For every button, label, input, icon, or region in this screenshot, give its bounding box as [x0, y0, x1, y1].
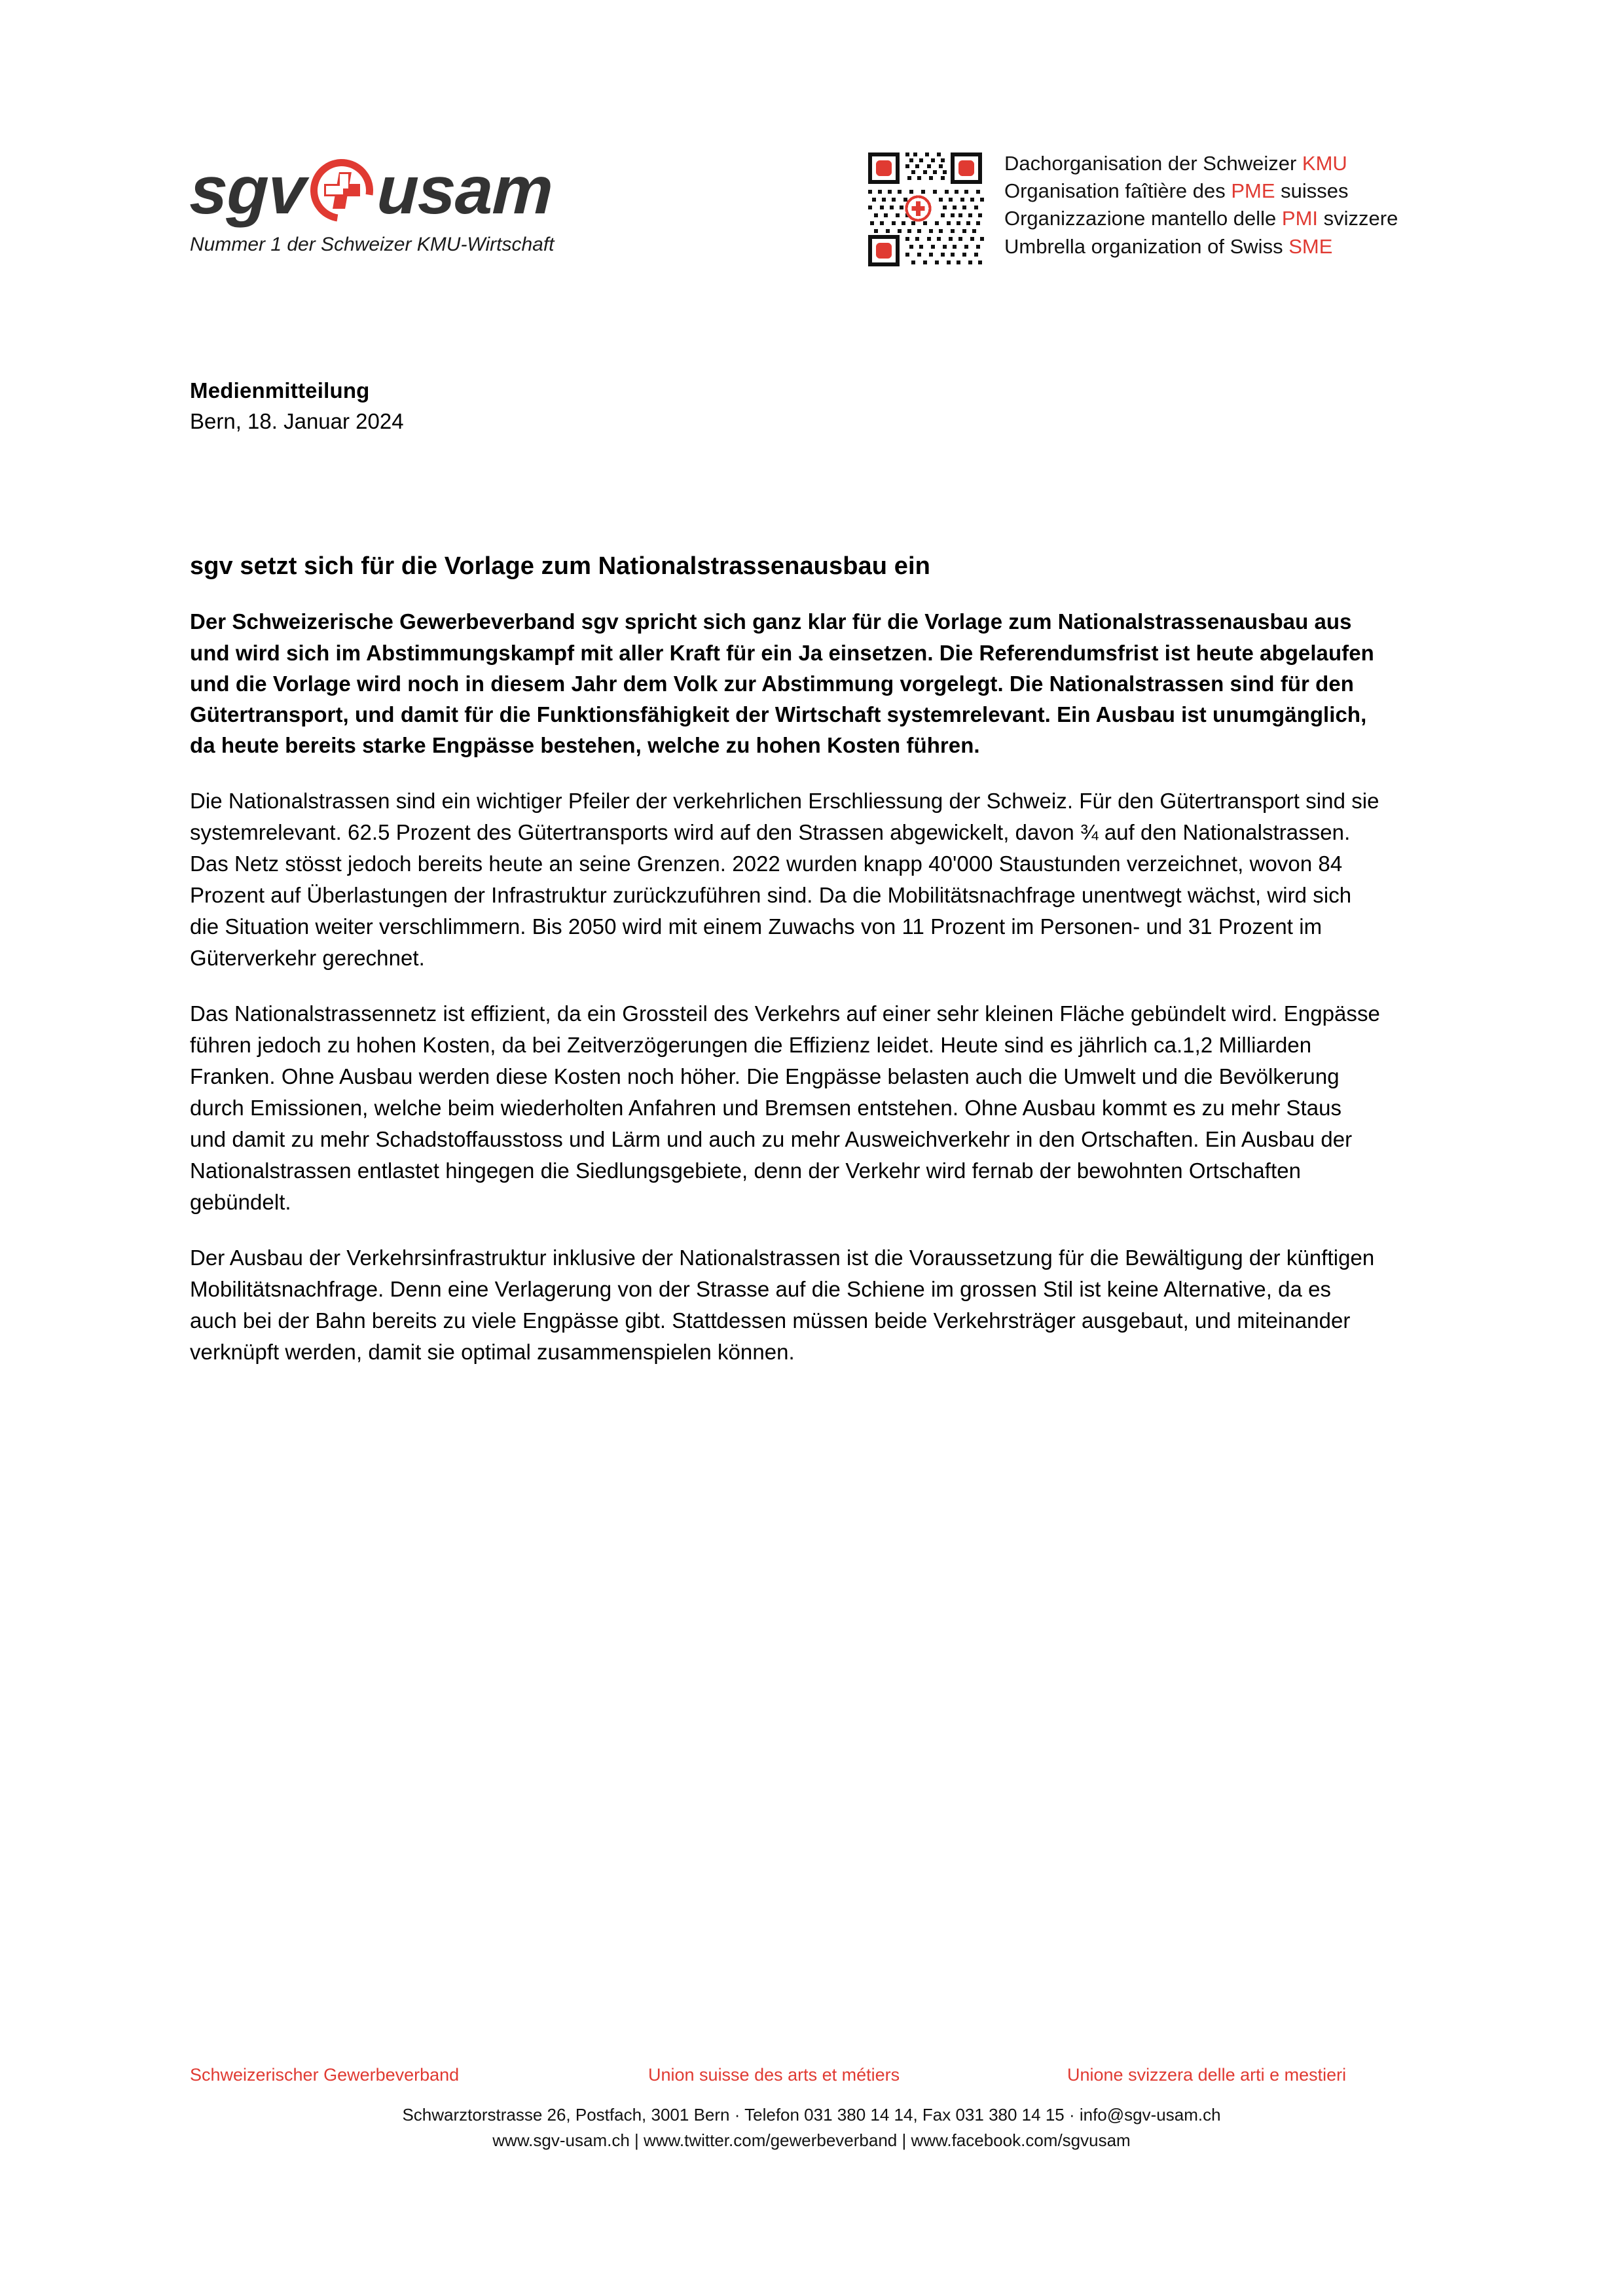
footer-org-fr: Union suisse des arts et métiers: [648, 2065, 900, 2085]
org-line-fr-suffix: suisses: [1275, 179, 1349, 203]
org-line-it-prefix: Organizzazione mantello delle: [1004, 207, 1282, 230]
logo-word-usam: usam: [376, 152, 554, 228]
org-line-fr: [1004, 177, 1398, 204]
footer-organization-names: [0, 2065, 1623, 2085]
page-header: [0, 141, 1623, 272]
document-place-date: Bern, 18. Januar 2024: [190, 408, 404, 433]
body-paragraph-2: Das Nationalstrassennetz ist effizient, da ein Grossteil des Verkehrs auf einer sehr kleinen Fläche gebündelt wird. Engpässe führen jedoch zu hohen Kosten, da bei Zeitverzögerungen die Effizienz leidet. Heute sind es jährlich ca.1,2 Milliarden Franken. Ohne Ausbau werden diese Kosten noch höher. Die Engpässe belasten auch die Umwelt und die Bevölkerung durch Emissionen, welche beim wiederholten Anfahren und Bremsen entstehen. Ohne Ausbau kommt es zu mehr Staus und damit zu mehr Schadstoffausstoss und Lärm und auch zu mehr Ausweichverkehr in den Ortschaften. Ein Ausbau der Nationalstrassen entlastet hingegen die Siedlungsgebiete, denn der Verkehr wird fernab der bewohnten Ortschaften gebündelt.: [190, 1001, 1380, 1214]
org-line-de: [1004, 150, 1398, 177]
footer-contact: [0, 2102, 1623, 2153]
footer-links-line[interactable]: www.sgv-usam.ch | www.twitter.com/gewerbeverband | www.facebook.com/sgvusam: [492, 2130, 1131, 2150]
org-line-en-accent: SME: [1288, 234, 1333, 258]
swiss-cross-circle-icon: [310, 159, 373, 222]
org-line-fr-accent: PME: [1231, 179, 1275, 203]
org-line-de-prefix: Dachorganisation der Schweizer: [1004, 152, 1302, 175]
footer-address-line: Schwarztorstrasse 26, Postfach, 3001 Bern · Telefon 031 380 14 14, Fax 031 380 14 15 · info@sgv-usam.ch: [402, 2105, 1221, 2125]
qr-code-icon: [864, 149, 986, 270]
org-line-fr-prefix: Organisation faîtière des: [1004, 179, 1231, 203]
org-line-de-accent: KMU: [1302, 152, 1347, 175]
org-line-en-prefix: Umbrella organization of Swiss: [1004, 234, 1289, 258]
body-paragraph-3: Der Ausbau der Verkehrsinfrastruktur inklusive der Nationalstrassen ist die Voraussetzung für die Bewältigung der künftigen Mobilitätsnachfrage. Denn eine Verlagerung von der Strasse auf die Schiene im grossen Stil ist keine Alternative, da es auch bei der Bahn bereits zu viele Engpässe gibt. Stattdessen müssen beide Verkehrsträger ausgebaut, und miteinander verknüpft werden, damit sie optimal zusammenspielen können.: [190, 1246, 1375, 1364]
sgv-usam-logo: [190, 154, 596, 256]
org-line-it-suffix: svizzere: [1318, 207, 1398, 230]
org-line-it-accent: PMI: [1281, 207, 1319, 230]
header-right-block: [864, 149, 1398, 270]
org-line-en: [1004, 233, 1398, 260]
logo-tagline: Nummer 1 der Schweizer KMU-Wirtschaft: [190, 234, 555, 255]
document-type: Medienmitteilung: [190, 378, 370, 403]
body-paragraph-1: Die Nationalstrassen sind ein wichtiger Pfeiler der verkehrlichen Erschliessung der Schweiz. Für den Gütertransport sind sie systemrelevant. 62.5 Prozent des Gütertransports wird auf den Strassen abgewickelt, davon ¾ auf den Nationalstrassen. Das Netz stösst jedoch bereits heute an seine Grenzen. 2022 wurden knapp 40'000 Staustunden verzeichnet, wovon 84 Prozent auf Überlastungen der Infrastruktur zurückzuführen sind. Da die Mobilitätsnachfrage unentwegt wächst, wird sich die Situation weiter verschlimmern. Bis 2050 wird mit einem Zuwachs von 11 Prozent im Personen- und 31 Prozent im Güterverkehr gerechnet.: [190, 789, 1379, 970]
footer-org-it: Unione svizzera delle arti e mestieri: [1067, 2065, 1347, 2085]
organization-languages: [1004, 149, 1398, 260]
lead-paragraph: Der Schweizerische Gewerbeverband sgv spricht sich ganz klar für die Vorlage zum Nationalstrassenausbau aus und wird sich im Abstimmungskampf mit aller Kraft für ein Ja einsetzen. Die Referendumsfrist ist heute abgelaufen und die Vorlage wird noch in diesem Jahr dem Volk zur Abstimmung vorgelegt. Die Nationalstrassen sind für den Gütertransport, und damit für die Funktionsfähigkeit der Wirtschaft systemrelevant. Ein Ausbau ist unumgänglich, da heute bereits starke Engpässe bestehen, welche zu hohen Kosten führen.: [190, 609, 1374, 758]
logo-word-sgv: sgv: [188, 152, 307, 228]
page-title: sgv setzt sich für die Vorlage zum Nationalstrassenausbau ein: [190, 552, 930, 581]
page-footer: [0, 2065, 1623, 2153]
logo-wordmark: [190, 154, 596, 227]
document-body: [190, 376, 1381, 1390]
footer-org-de: Schweizerischer Gewerbeverband: [190, 2065, 460, 2085]
org-line-it: [1004, 205, 1398, 232]
